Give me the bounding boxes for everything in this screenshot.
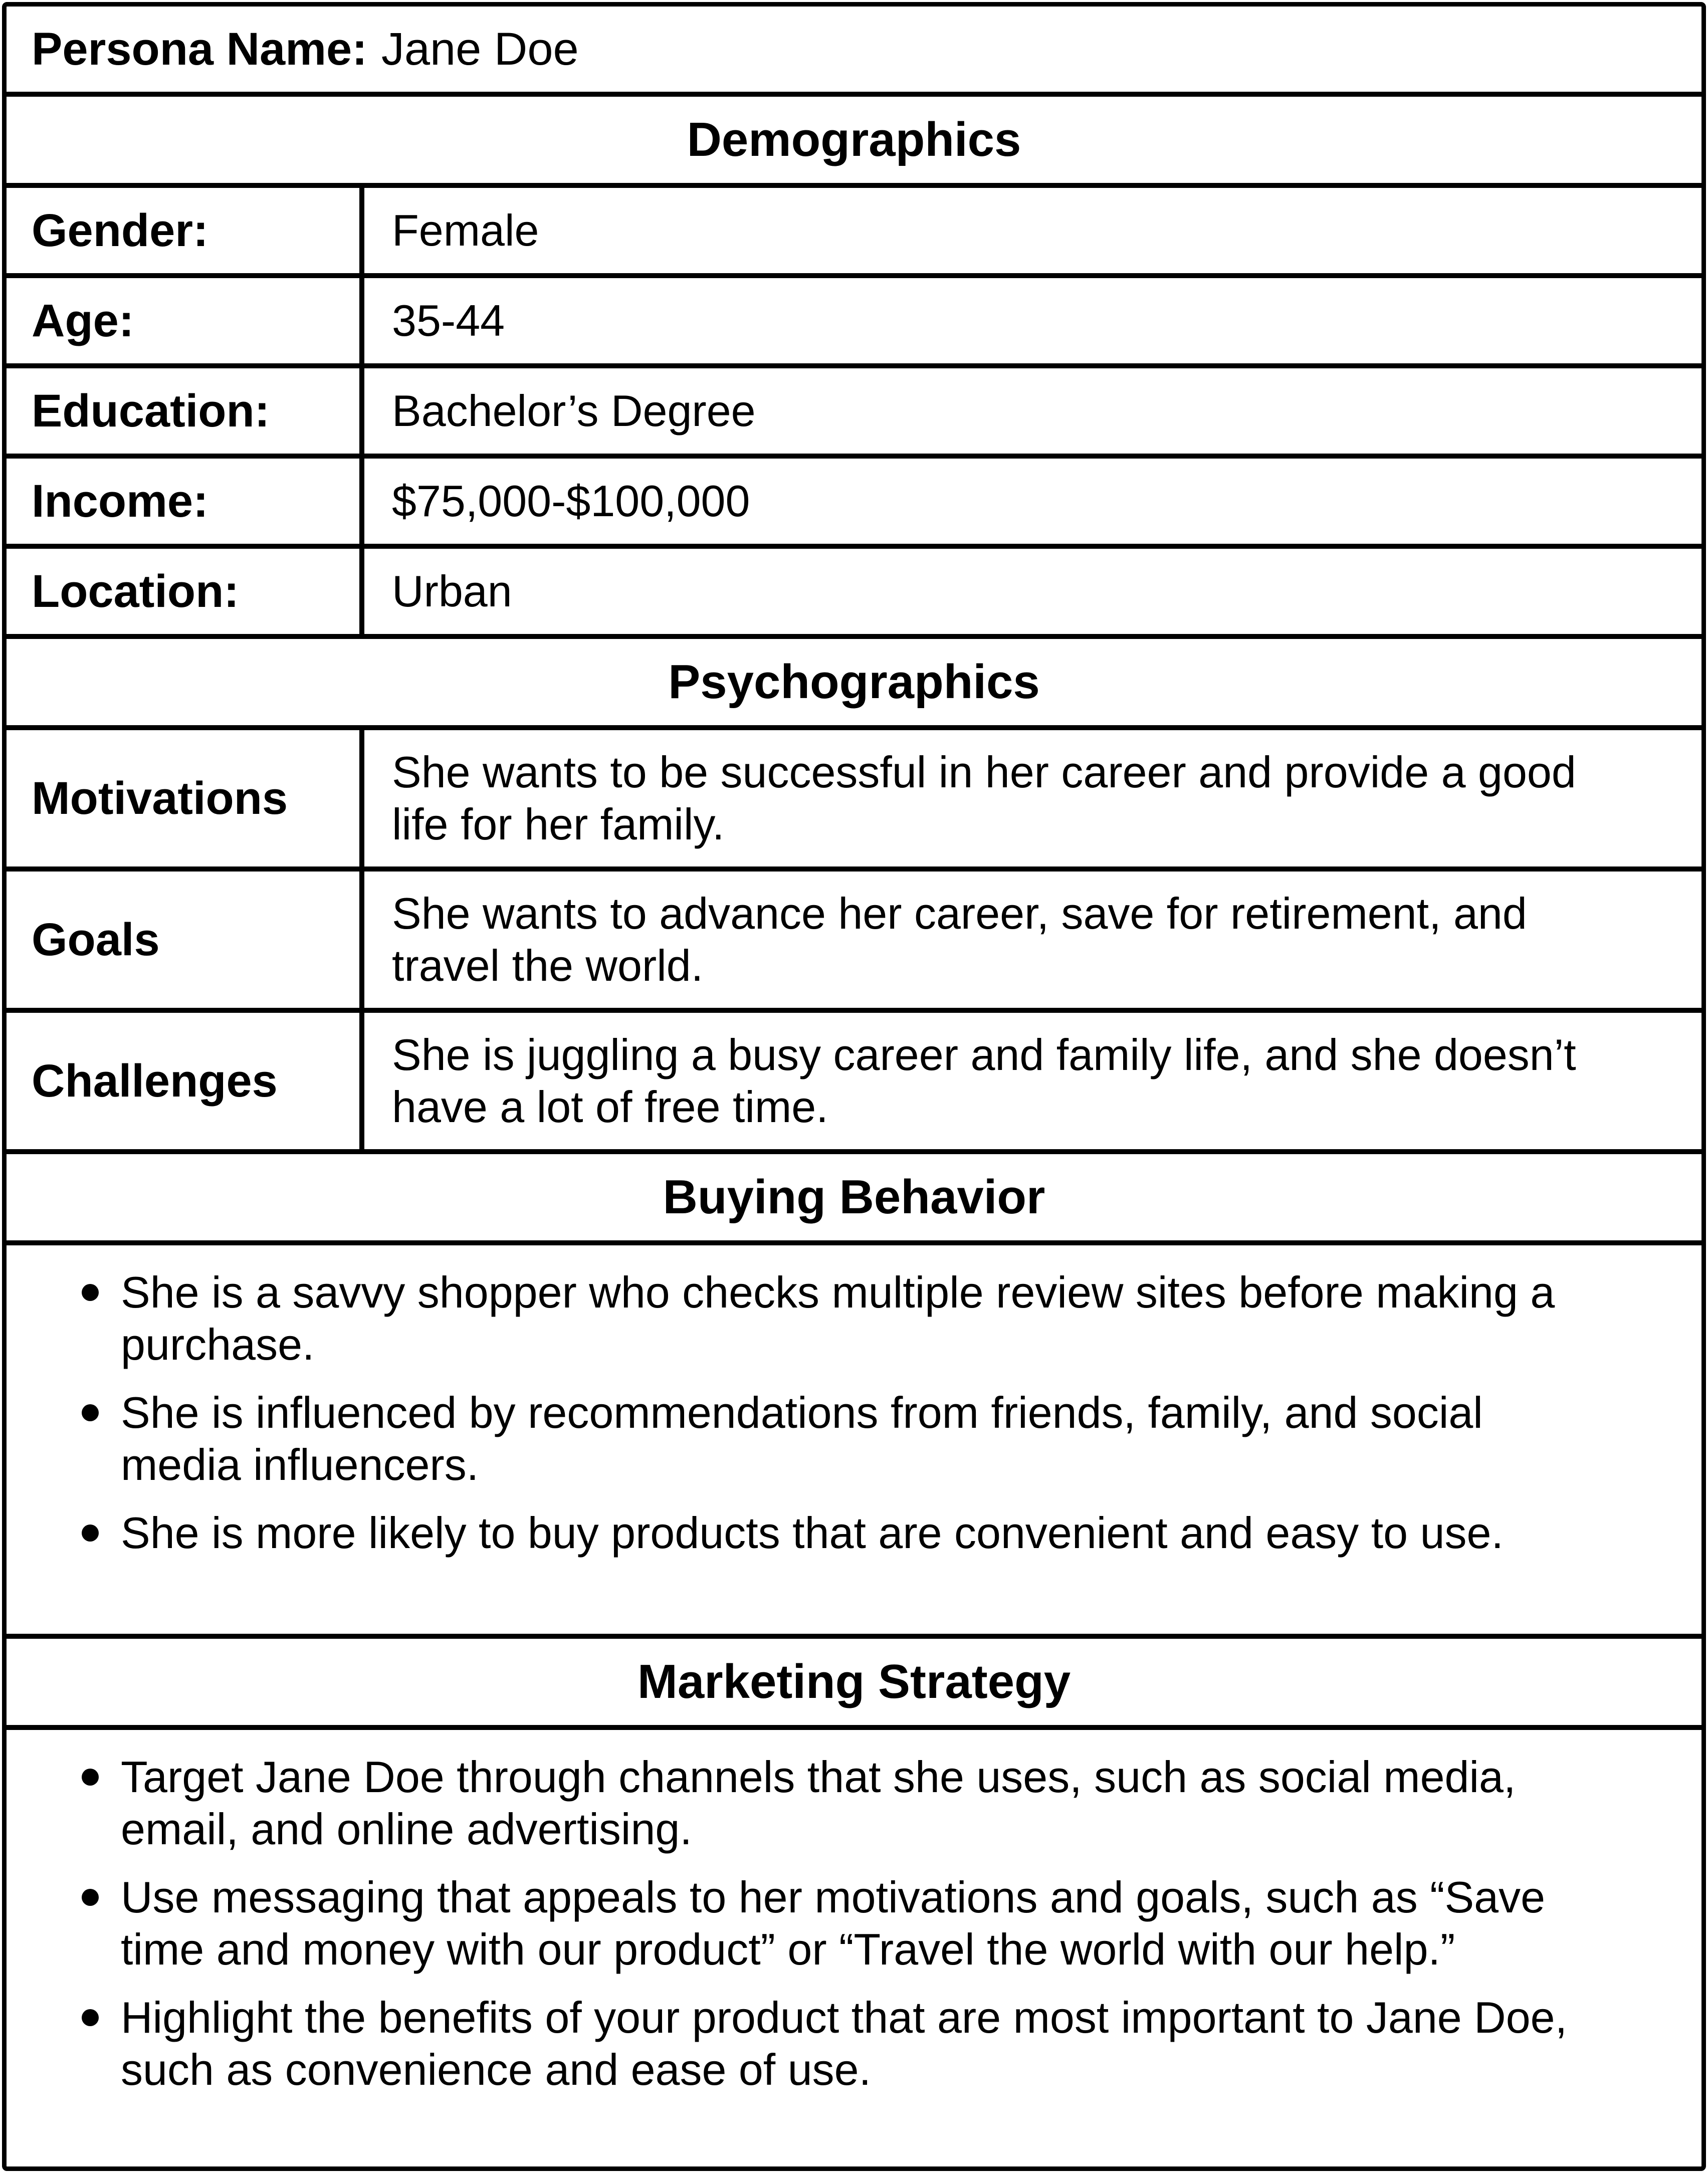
education-label: Education: bbox=[7, 368, 364, 454]
age-value: 35-44 bbox=[392, 296, 505, 345]
challenges-value: She is juggling a busy career and family life, and she doesn’t have a lot of free time. bbox=[392, 1030, 1576, 1132]
row-education bbox=[7, 363, 1701, 454]
row-gender bbox=[7, 183, 1701, 273]
location-value: Urban bbox=[392, 566, 512, 616]
list-item: She is influenced by recommendations from friends, family, and social media influencers. bbox=[7, 1387, 1599, 1491]
age-label: Age: bbox=[7, 278, 364, 363]
section-header-psychographics bbox=[7, 634, 1701, 725]
psychographics-title: Psychographics bbox=[668, 655, 1040, 709]
location-label: Location: bbox=[7, 549, 364, 634]
demographics-title: Demographics bbox=[687, 113, 1021, 166]
gender-label: Gender: bbox=[7, 188, 364, 273]
row-challenges bbox=[7, 1008, 1701, 1149]
row-age bbox=[7, 273, 1701, 363]
marketing-strategy-title: Marketing Strategy bbox=[637, 1655, 1071, 1708]
list-item: She is a savvy shopper who checks multiple review sites before making a purchase. bbox=[7, 1266, 1599, 1371]
education-value: Bachelor’s Degree bbox=[392, 386, 756, 436]
income-label: Income: bbox=[7, 459, 364, 544]
section-header-demographics bbox=[7, 92, 1701, 183]
section-header-marketing-strategy bbox=[7, 1634, 1701, 1725]
income-value: $75,000-$100,000 bbox=[392, 476, 750, 526]
list-item: Use messaging that appeals to her motivations and goals, such as “Save time and money with our product” or “Travel the world with our help.” bbox=[7, 1871, 1599, 1976]
persona-name-row bbox=[7, 7, 1701, 92]
motivations-value: She wants to be successful in her career and provide a good life for her family. bbox=[392, 747, 1576, 849]
challenges-label: Challenges bbox=[7, 1013, 364, 1149]
buying-behavior-bullets bbox=[7, 1266, 1599, 1559]
row-income bbox=[7, 454, 1701, 544]
goals-label: Goals bbox=[7, 872, 364, 1008]
gender-value: Female bbox=[392, 205, 539, 255]
row-goals bbox=[7, 866, 1701, 1008]
section-header-buying-behavior bbox=[7, 1149, 1701, 1240]
persona-name-value: Jane Doe bbox=[381, 23, 579, 75]
motivations-label: Motivations bbox=[7, 730, 364, 866]
buying-behavior-list bbox=[7, 1240, 1701, 1634]
list-item: She is more likely to buy products that are convenient and easy to use. bbox=[7, 1507, 1599, 1559]
buying-behavior-title: Buying Behavior bbox=[663, 1170, 1045, 1224]
persona-name-label: Persona Name: bbox=[32, 23, 367, 75]
list-item: Target Jane Doe through channels that she uses, such as social media, email, and online advertising. bbox=[7, 1751, 1599, 1855]
persona-template-table bbox=[2, 2, 1706, 2171]
goals-value: She wants to advance her career, save for retirement, and travel the world. bbox=[392, 889, 1527, 990]
row-motivations bbox=[7, 725, 1701, 866]
list-item: Highlight the benefits of your product that are most important to Jane Doe, such as convenience and ease of use. bbox=[7, 1992, 1599, 2096]
row-location bbox=[7, 544, 1701, 634]
marketing-strategy-list bbox=[7, 1725, 1701, 2166]
marketing-strategy-bullets bbox=[7, 1751, 1599, 2096]
